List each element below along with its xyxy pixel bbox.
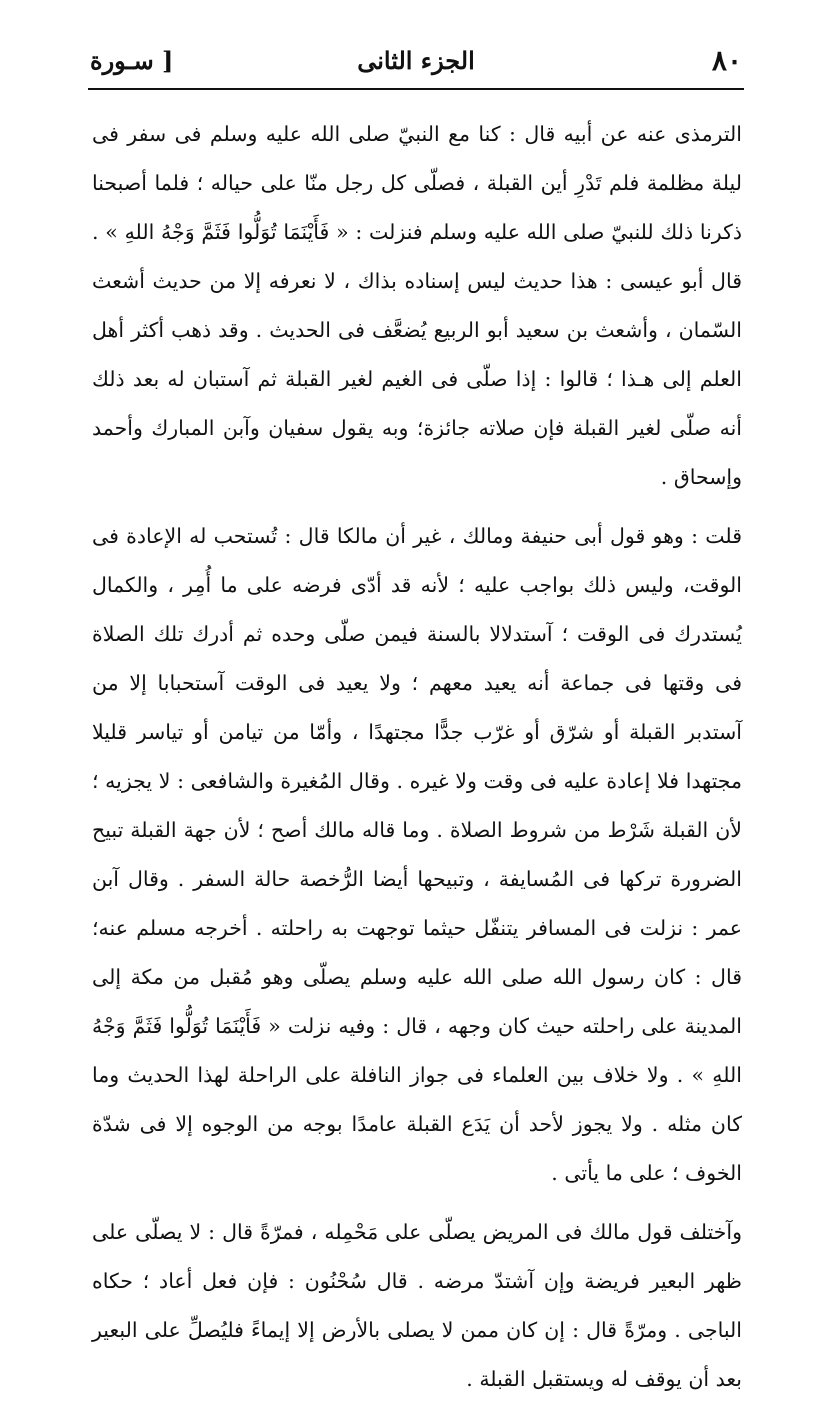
paragraph: قلت : وهو قول أبى حنيفة ومالك ، غير أن مالكا قال : تُستحب له الإعادة فى الوقت، وليس ذلك بواجب عليه ؛ لأنه قد أدّى فرضه على ما أُمِر ، والكمال يُستدرك فى الوقت ؛ آستدلالا بالسنة فيمن صلّى وحده ثم أدرك تلك الصلاة فى وقتها فى جماعة أنه يعيد معهم ؛ ولا يعيد فى الوقت آستحبابا إلا من آستدبر القبلة أو شرّق أو غرّب جدًّا مجتهدًا ، وأمّا من تيامن أو تياسر قليلا مجتهدا فلا إعادة عليه فى وقت ولا غيره . وقال المُغيرة والشافعى : لا يجزيه ؛ لأن القبلة شَرْط من شروط الصلاة . وما قاله مالك أصح ؛ لأن جهة القبلة تبيح الضرورة تركها فى المُسايفة ، وتبيحها أيضا الرُّخصة حالة السفر . وقال آبن عمر : نزلت فى المسافر يتنفّل حيثما توجهت به راحلته . أخرجه مسلم عنه؛ قال : كان رسول الله صلى الله عليه وسلم يصلّى وهو مُقبل من مكة إلى المدينة على راحلته حيث كان وجهه ، قال : وفيه نزلت « فَأَيْنَمَا تُوَلُّوا فَثَمَّ وَجْهُ اللهِ » . ولا خلاف بين العلماء فى جواز النافلة على الراحلة لهذا الحديث وما كان مثله . ولا يجوز لأحد أن يَدَع القبلة عامدًا بوجه من الوجوه إلا فى شدّة الخوف ؛ على ما يأتى . (92, 524, 742, 1185)
running-title: الجزء الثانى (357, 46, 475, 75)
page-header (90, 38, 742, 84)
page-body (92, 110, 742, 1414)
header-divider (88, 88, 744, 90)
surah-label: [ سـورة (90, 46, 174, 75)
paragraph: وآختلف قول مالك فى المريض يصلّى على مَحْمِله ، فمرّةً قال : لا يصلّى على ظهر البعير فريضة وإن آشتدّ مرضه . قال سُحْنُون : فإن فعل أعاد ؛ حكاه الباجى . ومرّةً قال : إن كان ممن لا يصلى بالأرض إلا إيماءً فليُصلِّ على البعير بعد أن يوقف له ويستقبل القبلة . (92, 1220, 742, 1391)
page-number: ٨٠ (711, 44, 742, 77)
paragraph: الترمذى عنه عن أبيه قال : كنا مع النبيّ صلى الله عليه وسلم فى سفر فى ليلة مظلمة فلم تَدْرِ أين القبلة ، فصلّى كل رجل منّا على حياله ؛ فلما أصبحنا ذكرنا ذلك للنبيّ صلى الله عليه وسلم فنزلت : « فَأَيْنَمَا تُوَلُّوا فَثَمَّ وَجْهُ اللهِ » . قال أبو عيسى : هذا حديث ليس إسناده بذاك ، لا نعرفه إلا من حديث أشعث السّمان ، وأشعث بن سعيد أبو الربيع يُضعَّف فى الحديث . وقد ذهب أكثر أهل العلم إلى هـذا ؛ قالوا : إذا صلّى فى الغيم لغير القبلة ثم آستبان له بعد ذلك أنه صلّى لغير القبلة فإن صلاته جائزة؛ وبه يقول سفيان وآبن المبارك وأحمد وإسحاق . (92, 122, 742, 489)
